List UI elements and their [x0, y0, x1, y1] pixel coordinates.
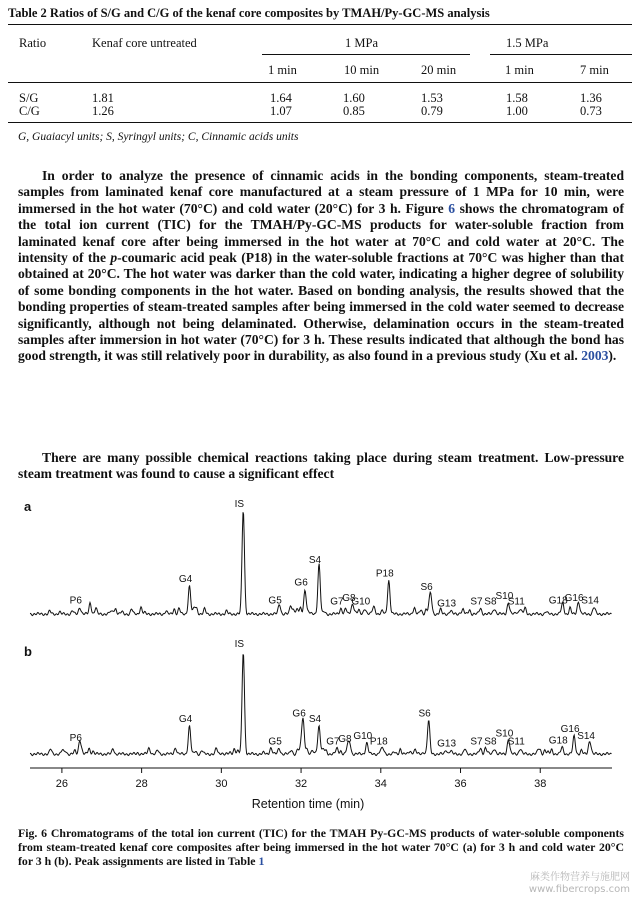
table-cell: 1.60	[343, 91, 365, 105]
table-top-rule	[8, 24, 632, 25]
table-cell: 1.58	[506, 91, 528, 105]
peak-label-b-s7: S7	[470, 736, 483, 748]
peak-label-b-g4: G4	[178, 714, 193, 725]
peak-label-b-s14: S14	[577, 730, 595, 742]
peak-label-a-s8: S8	[484, 596, 497, 608]
col-header-1mpa-10min: 10 min	[344, 63, 380, 77]
col-header-ratio: Ratio	[19, 36, 47, 50]
peak-label-a-s11: S11	[507, 596, 525, 608]
panel-a-label: a	[24, 499, 32, 514]
table-cell: 1.64	[270, 91, 292, 105]
table-cell: 1.07	[270, 104, 292, 118]
table-cell: 1.26	[92, 104, 114, 118]
col-header-1mpa-1min: 1 min	[268, 63, 297, 77]
panel-b-label: b	[24, 644, 32, 659]
chromatogram-figure	[0, 490, 640, 820]
col-group-1-5mpa: 1.5 MPa	[506, 36, 549, 50]
peak-label-b-s4: S4	[308, 714, 322, 725]
table-1-link[interactable]: 1	[258, 854, 265, 868]
peak-label-a-p18: P18	[375, 568, 394, 580]
peak-label-b-is: IS	[234, 639, 245, 650]
peak-label-a-s10: S10	[495, 590, 514, 602]
col-header-1mpa-20min: 20 min	[421, 63, 457, 77]
x-tick-label-28: 28	[135, 778, 148, 790]
group-1-5mpa-rule	[490, 54, 632, 55]
group-1mpa-rule	[262, 54, 470, 55]
table-cell: 1.00	[506, 104, 528, 118]
peak-label-a-is: IS	[234, 499, 245, 510]
peak-label-b-g10: G10	[353, 730, 373, 742]
peak-label-a-g7: G7	[330, 596, 344, 608]
peak-label-a-g4: G4	[178, 574, 193, 585]
table-bottom-rule	[8, 122, 632, 123]
peak-label-b-p6: P6	[69, 733, 82, 744]
peak-label-a-p6: P6	[69, 595, 82, 607]
x-tick-label-34: 34	[374, 778, 387, 790]
table-footnote: G, Guaiacyl units; S, Syringyl units; C, Cinnamic acids units	[18, 131, 299, 143]
peak-label-a-g10: G10	[351, 596, 371, 608]
table-cell: 1.53	[421, 91, 443, 105]
peak-label-b-g6: G6	[292, 708, 306, 720]
peak-label-a-g6: G6	[294, 577, 308, 589]
col-header-1-5mpa-7min: 7 min	[580, 63, 609, 77]
table-caption: Table 2 Ratios of S/G and C/G of the kenaf core composites by TMAH/Py-GC-MS analysis	[8, 6, 490, 20]
x-tick-label-38: 38	[534, 778, 547, 790]
col-header-untreated: Kenaf core untreated	[92, 36, 197, 50]
peak-label-a-g18: G18	[548, 595, 568, 607]
x-axis-label: Retention time (min)	[251, 797, 365, 811]
table-cell: 1.36	[580, 91, 602, 105]
peak-label-a-g16: G16	[564, 593, 584, 604]
xu-2003-citation-link[interactable]: 2003	[581, 348, 609, 364]
x-tick-label-36: 36	[454, 778, 467, 790]
peak-label-b-s8: S8	[484, 736, 497, 748]
peak-label-a-s14: S14	[581, 595, 599, 607]
peak-label-b-g16: G16	[560, 724, 580, 736]
peak-label-b-s6: S6	[418, 708, 431, 720]
table-cell: 0.73	[580, 104, 602, 118]
peak-label-a-g13: G13	[437, 598, 457, 610]
peak-label-a-g8: G8	[342, 593, 356, 604]
body-paragraph-2: There are many possible chemical reactions taking place during steam treatment. Low-pressure steam treatment was found to cause a significant effect	[18, 450, 624, 482]
peak-label-a-g5: G5	[268, 595, 282, 607]
table-cell: 0.79	[421, 104, 443, 118]
peak-label-a-s4: S4	[308, 555, 322, 566]
watermark: 麻类作物营养与施肥网 www.fibercrops.com	[528, 872, 630, 895]
table-cell: 0.85	[343, 104, 365, 118]
row-label: S/G	[19, 91, 39, 105]
col-group-1mpa: 1 MPa	[345, 36, 378, 50]
peak-label-b-g7: G7	[326, 736, 340, 748]
peak-label-b-s11: S11	[507, 736, 525, 748]
x-tick-label-32: 32	[294, 778, 308, 790]
peak-label-b-p18: P18	[369, 736, 388, 748]
x-tick-label-26: 26	[55, 778, 69, 790]
peak-label-b-g8: G8	[338, 734, 352, 746]
peak-label-b-g5: G5	[268, 736, 282, 748]
peak-label-b-g13: G13	[437, 738, 457, 750]
body-paragraph-1: In order to analyze the presence of cinnamic acids in the bonding components, steam-treated samples from laminated kenaf core manufactured at a steam pressure of 1 MPa for 10 min, were immersed in the hot water (70°C) and cold water (20°C) for 3 h. Figure 6 shows the chromatogram of the total ion current (TIC) for the TMAH/Py-GC-MS products for water-soluble fraction from laminated kenaf core after being immersed in the hot water at 70°C and cold water at 20°C. The intensity of the p-coumaric acid peak (P18) in the water-soluble fractions at 70°C was higher than that obtained at 20°C. The hot water was darker than the cold water, indicating a higher degree of solubility of some bonding components in the hot water. Based on bonding analysis, the results showed that the bonding properties of steam-treated samples after being immersed in the cold water seemed to decrease significantly, although not being delaminated. Otherwise, delamination occurs in the steam-treated samples after immersion in hot water (70°C) for 3 h. These results indicated that although the bond has good strength, it was still relatively poor in durability, as also found in a previous study (Xu et al. 2003).	[18, 168, 624, 364]
row-label: C/G	[19, 104, 40, 118]
figure-caption: Fig. 6 Chromatograms of the total ion current (TIC) for the TMAH Py-GC-MS products of water-soluble components from steam-treated kenaf core composites after being immersed in the hot water 70°C (a) for 3 h and cold water 20°C for 3 h (b). Peak assignments are listed in Table 1	[18, 826, 624, 868]
table-header-rule	[8, 82, 632, 83]
peak-label-a-s7: S7	[470, 596, 483, 608]
x-tick-label-30: 30	[215, 778, 228, 790]
peak-label-b-s10: S10	[495, 728, 514, 740]
peak-label-b-g18: G18	[548, 735, 568, 747]
table-cell: 1.81	[92, 91, 114, 105]
peak-label-a-s6: S6	[420, 581, 433, 593]
figure-6-link[interactable]: 6	[448, 200, 456, 216]
col-header-1-5mpa-1min: 1 min	[505, 63, 534, 77]
